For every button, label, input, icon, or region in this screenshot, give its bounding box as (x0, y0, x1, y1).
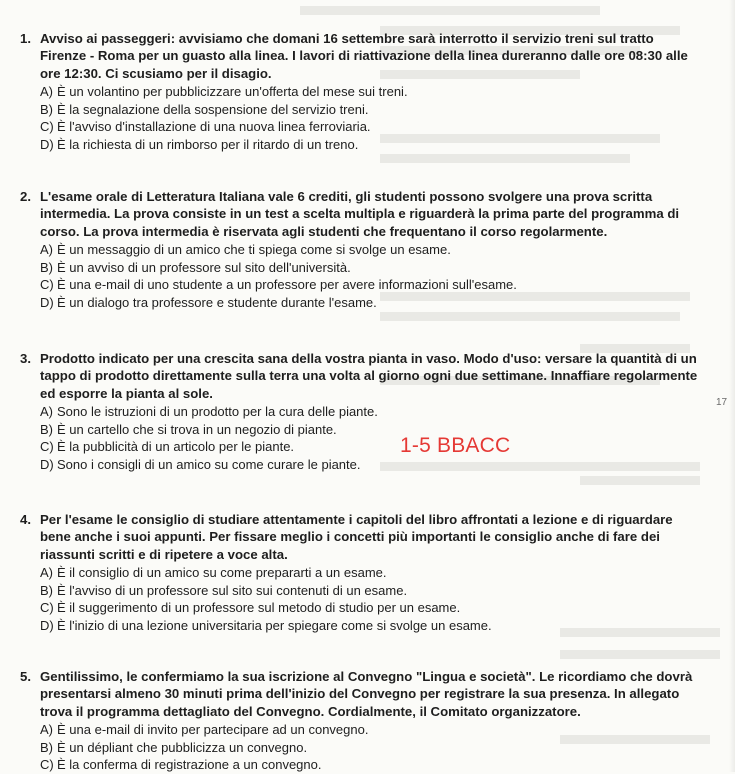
answer-option: C) È una e-mail di uno studente a un professore per avere informazioni sull'esame. (40, 277, 517, 293)
answer-option: B) È l'avviso di un professore sul sito sui contenuti di un esame. (40, 582, 408, 598)
question-number: 4. (20, 512, 31, 527)
answer-option: B) È la segnalazione della sospensione del servizio treni. (40, 101, 369, 117)
question-number: 3. (20, 351, 31, 366)
answer-options (40, 721, 700, 774)
answer-option: D) È un dialogo tra professore e studente durante l'esame. (40, 294, 377, 310)
bleed-through-text (300, 6, 600, 15)
question-prompt: Avviso ai passeggeri: avvisiamo che domani 16 settembre sarà interrotto il servizio treni sul tratto Firenze - Roma per un guasto alla linea. I lavori di riattivazione della linea dureranno dalle ore 08:30 alle ore 12:30. Ci scusiamo per il disagio. (40, 31, 688, 81)
answer-option: B) È un cartello che si trova in un negozio di piante. (40, 421, 337, 437)
bleed-through-text (380, 312, 680, 321)
question-prompt: Gentilissimo, le confermiamo la sua iscrizione al Convegno "Lingua e società". Le ricordiamo che dovrà presentarsi almeno 30 minuti prima dell'inizio del Convegno per registrare la sua presenza. In allegato trova il programma dettagliato del Convegno. Cordialmente, il Comitato organizzatore. (40, 669, 693, 719)
answer-key-annotation: 1-5 BBACC (400, 434, 511, 457)
answer-option: A) Sono le istruzioni di un prodotto per la cura delle piante. (40, 404, 378, 420)
answer-option: D) È la richiesta di un rimborso per il ritardo di un treno. (40, 136, 359, 152)
question-prompt: Prodotto indicato per una crescita sana della vostra pianta in vaso. Modo d'uso: versare la quantità di un tappo di prodotto direttamente sulla terra una volta al giorno ogni due settimane. Innaffiare regolarmente ed esporre la pianta al sole. (40, 351, 698, 401)
answer-options (40, 241, 700, 311)
question-number: 2. (20, 189, 31, 204)
answer-option: C) È la pubblicità di un articolo per le piante. (40, 439, 295, 455)
question-4 (20, 511, 700, 634)
question-5 (20, 668, 700, 774)
answer-option: D) Sono i consigli di un amico su come curare le piante. (40, 456, 361, 472)
bleed-through-text (580, 476, 700, 485)
answer-option: A) È un messaggio di un amico che ti spiega come si svolge un esame. (40, 242, 451, 258)
answer-options (40, 564, 700, 634)
answer-option: A) È il consiglio di un amico su come prepararti a un esame. (40, 565, 387, 581)
answer-option: B) È un avviso di un professore sul sito dell'università. (40, 259, 351, 275)
question-2 (20, 188, 700, 311)
answer-option: A) È una e-mail di invito per partecipare ad un convegno. (40, 722, 369, 738)
question-prompt: L'esame orale di Letteratura Italiana vale 6 crediti, gli studenti possono svolgere una prova scritta intermedia. La prova consiste in un test a scelta multipla e riguarderà la prima parte del programma di corso. La prova intermedia è riservata agli studenti che frequentano il corso regolarmente. (40, 189, 680, 239)
page-edge-shadow (729, 0, 735, 772)
answer-option: C) È la conferma di registrazione a un convegno. (40, 757, 322, 773)
answer-option: A) È un volantino per pubblicizzare un'offerta del mese sui treni. (40, 84, 408, 100)
answer-option: C) È l'avviso d'installazione di una nuova linea ferroviaria. (40, 119, 371, 135)
bleed-through-text (380, 154, 630, 163)
question-3 (20, 350, 700, 473)
question-prompt: Per l'esame le consiglio di studiare attentamente i capitoli del libro affrontati a lezione e di riguardare bene anche i suoi appunti. Per fissare meglio i concetti più importanti le consiglio anche di fare dei riassunti scritti e di ripetere a voce alta. (40, 512, 673, 562)
question-number: 5. (20, 669, 31, 684)
page-number: 17 (716, 397, 728, 408)
question-1 (20, 30, 700, 153)
question-number: 1. (20, 31, 31, 46)
answer-option: B) È un dépliant che pubblicizza un convegno. (40, 739, 308, 755)
answer-option: D) È l'inizio di una lezione universitaria per spiegare come si svolge un esame. (40, 617, 492, 633)
answer-option: C) È il suggerimento di un professore sul metodo di studio per un esame. (40, 600, 461, 616)
answer-options (40, 403, 700, 473)
answer-options (40, 83, 700, 153)
bleed-through-text (560, 650, 720, 659)
